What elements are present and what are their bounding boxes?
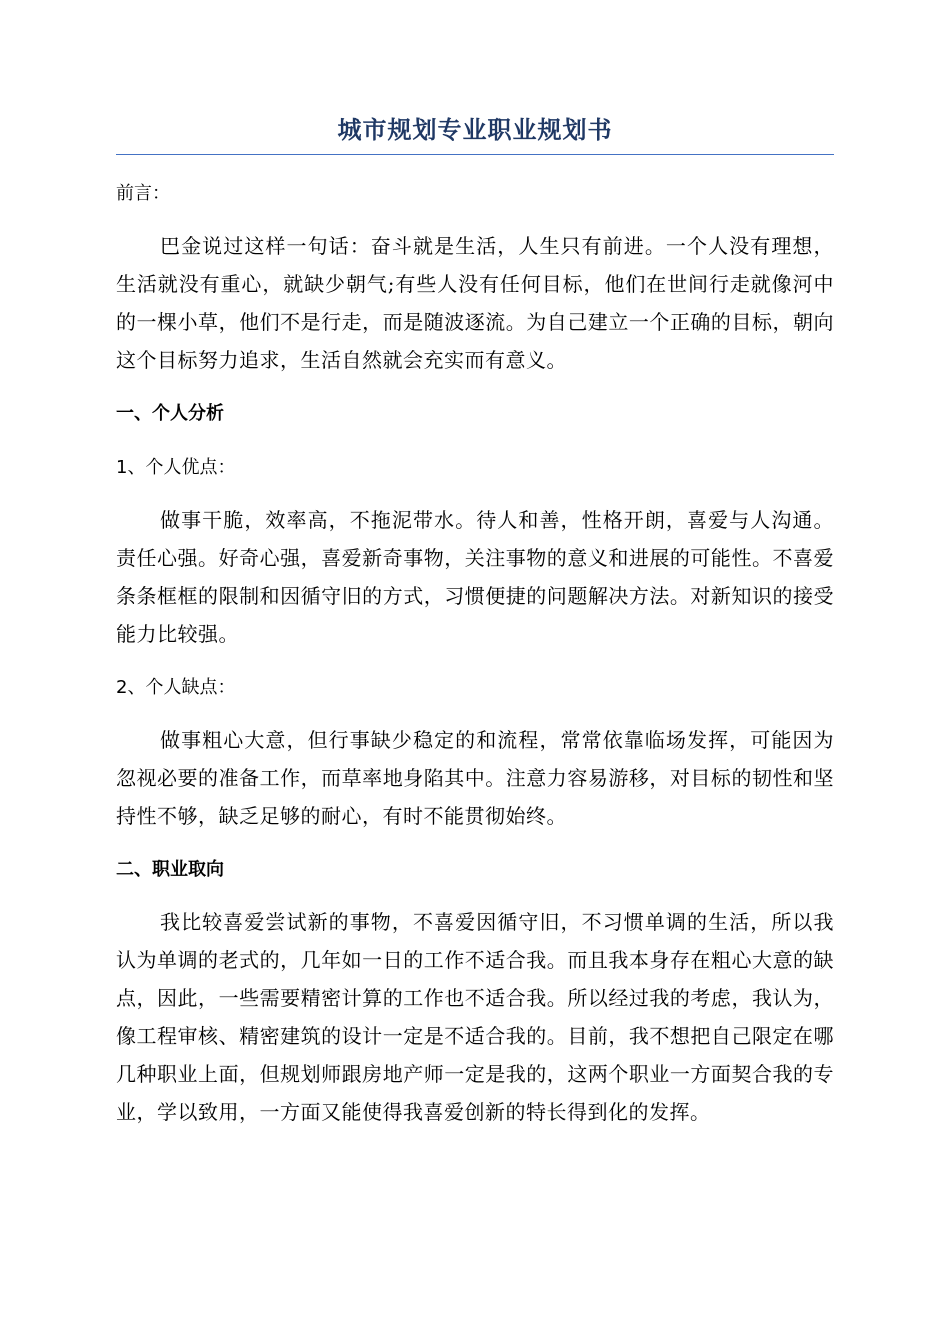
weaknesses-paragraph: 做事粗心大意，但行事缺少稳定的和流程，常常依靠临场发挥，可能因为忽视必要的准备工作，而草率地身陷其中。注意力容易游移，对目标的韧性和坚持性不够，缺乏足够的耐心，有时不能贯彻始终。 <box>116 728 834 828</box>
document-page <box>116 110 834 1131</box>
subheading-strengths: 1、个人优点： <box>116 457 236 478</box>
preface-label: 前言： <box>116 183 170 204</box>
preface-paragraph: 巴金说过这样一句话：奋斗就是生活，人生只有前进。一个人没有理想，生活就没有重心，就缺少朝气;有些人没有任何目标，他们在世间行走就像河中的一棵小草，他们不是行走，而是随波逐流。为自己建立一个正确的目标，朝向这个目标努力追求，生活自然就会充实而有意义。 <box>116 234 834 372</box>
section-heading-personal-analysis: 一、个人分析 <box>116 403 224 424</box>
subheading-weaknesses: 2、个人缺点： <box>116 677 236 698</box>
career-orientation-paragraph: 我比较喜爱尝试新的事物，不喜爱因循守旧，不习惯单调的生活，所以我认为单调的老式的，几年如一日的工作不适合我。而且我本身存在粗心大意的缺点，因此，一些需要精密计算的工作也不适合我。所以经过我的考虑，我认为，像工程审核、精密建筑的设计一定是不适合我的。目前，我不想把自己限定在哪几种职业上面，但规划师跟房地产师一定是我的，这两个职业一方面契合我的专业，学以致用，一方面又能使得我喜爱创新的特长得到化的发挥。 <box>116 910 834 1124</box>
section-heading-career-orientation: 二、职业取向 <box>116 859 224 880</box>
strengths-paragraph: 做事干脆，效率高，不拖泥带水。待人和善，性格开朗，喜爱与人沟通。责任心强。好奇心强，喜爱新奇事物，关注事物的意义和进展的可能性。不喜爱条条框框的限制和因循守旧的方式，习惯便捷的问题解决方法。对新知识的接受能力比较强。 <box>116 508 834 646</box>
document-title: 城市规划专业职业规划书 <box>116 110 834 155</box>
